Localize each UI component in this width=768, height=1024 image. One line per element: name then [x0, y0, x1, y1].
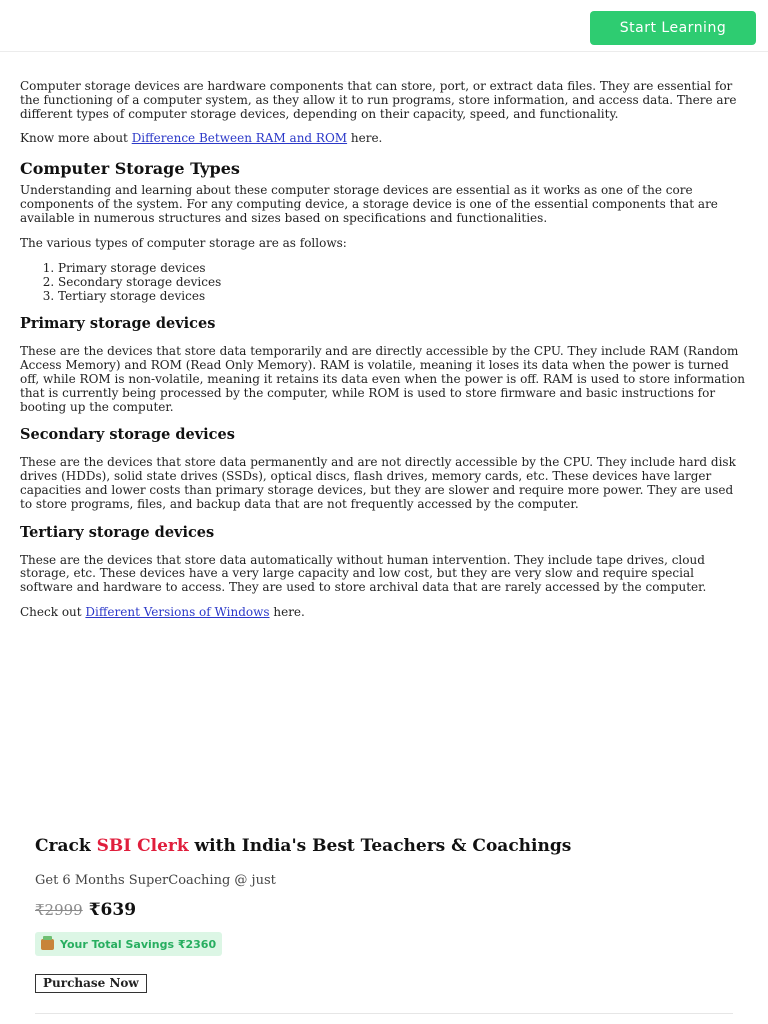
promo-title-accent: SBI Clerk — [96, 836, 189, 856]
list-item: 1. Primary storage devices — [58, 261, 748, 275]
savings-badge — [35, 932, 222, 956]
savings-text: Your Total Savings ₹2360 — [60, 937, 217, 951]
top-bar — [0, 0, 768, 52]
storage-types-list — [20, 261, 748, 303]
promo-card — [35, 834, 735, 993]
heading-secondary: Secondary storage devices — [20, 426, 235, 444]
promo-title-prefix: Crack — [35, 836, 97, 856]
price-row — [35, 900, 735, 920]
heading-storage-types: Computer Storage Types — [20, 159, 240, 179]
intro-paragraph: Computer storage devices are hardware components that can store, port, or extract data files. They are essential for the functioning of a computer system, as they allow it to run programs, store information, and access data. There are different types of computer storage devices, depending on their capacity, speed, and functionality. — [20, 79, 737, 121]
divider — [35, 1013, 733, 1014]
purchase-now-button[interactable]: Purchase Now — [35, 974, 147, 993]
article-body — [20, 80, 748, 631]
check-out-line — [20, 606, 748, 620]
promo-title — [35, 834, 735, 858]
heading-tertiary: Tertiary storage devices — [20, 523, 215, 541]
primary-paragraph: These are the devices that store data temporarily and are directly accessible by the CPU. They include RAM (Random Access Memory) and ROM (Read Only Memory). RAM is volatile, meaning it loses its data when the power is turned off, while ROM is non-volatile, meaning it retains its data even when the power is off. RAM is used to store information that is currently being processed by the computer, while ROM is used to store firmware and basic instructions for booting up the computer. — [20, 344, 745, 414]
promo-subtitle: Get 6 Months SuperCoaching @ just — [35, 873, 276, 888]
secondary-paragraph: These are the devices that store data permanently and are not directly accessible by the CPU. They include hard disk drives (HDDs), solid state drives (SSDs), optical discs, flash drives, memory cards, etc. These devices have larger capacities and lower costs than primary storage devices, but they are slower and require more power. They are used to store programs, files, and backup data that are not frequently accessed by the computer. — [20, 455, 736, 511]
tertiary-paragraph: These are the devices that store data automatically without human intervention. They include tape drives, cloud storage, etc. These devices have a very large capacity and low cost, but they are very slow and require special software and hardware to access. They are used to store archival data that are rarely accessed by the computer. — [20, 552, 707, 595]
new-price: ₹639 — [88, 900, 137, 920]
heading-primary: Primary storage devices — [20, 315, 216, 333]
know-more-suffix: here. — [347, 131, 383, 146]
windows-versions-link[interactable]: Different Versions of Windows — [85, 604, 270, 619]
types-paragraph: Understanding and learning about these computer storage devices are essential as it works as one of the core components of the system. For any computing device, a storage device is one of the essential components that are available in numerous structures and sizes based on specifications and functionalities. — [20, 183, 718, 225]
list-item: 3. Tertiary storage devices — [58, 289, 748, 303]
promo-title-suffix: with India's Best Teachers & Coachings — [188, 836, 572, 856]
old-price: ₹2999 — [35, 901, 83, 919]
ram-rom-link[interactable]: Difference Between RAM and ROM — [131, 131, 348, 146]
wallet-icon — [41, 939, 54, 950]
start-learning-button[interactable]: Start Learning — [590, 11, 756, 45]
types-intro: The various types of computer storage are as follows: — [20, 235, 347, 250]
check-out-suffix: here. — [269, 604, 305, 619]
know-more-prefix: Know more about — [20, 131, 132, 146]
check-out-prefix: Check out — [20, 604, 86, 619]
list-item: 2. Secondary storage devices — [58, 275, 748, 289]
know-more-line — [20, 132, 748, 146]
